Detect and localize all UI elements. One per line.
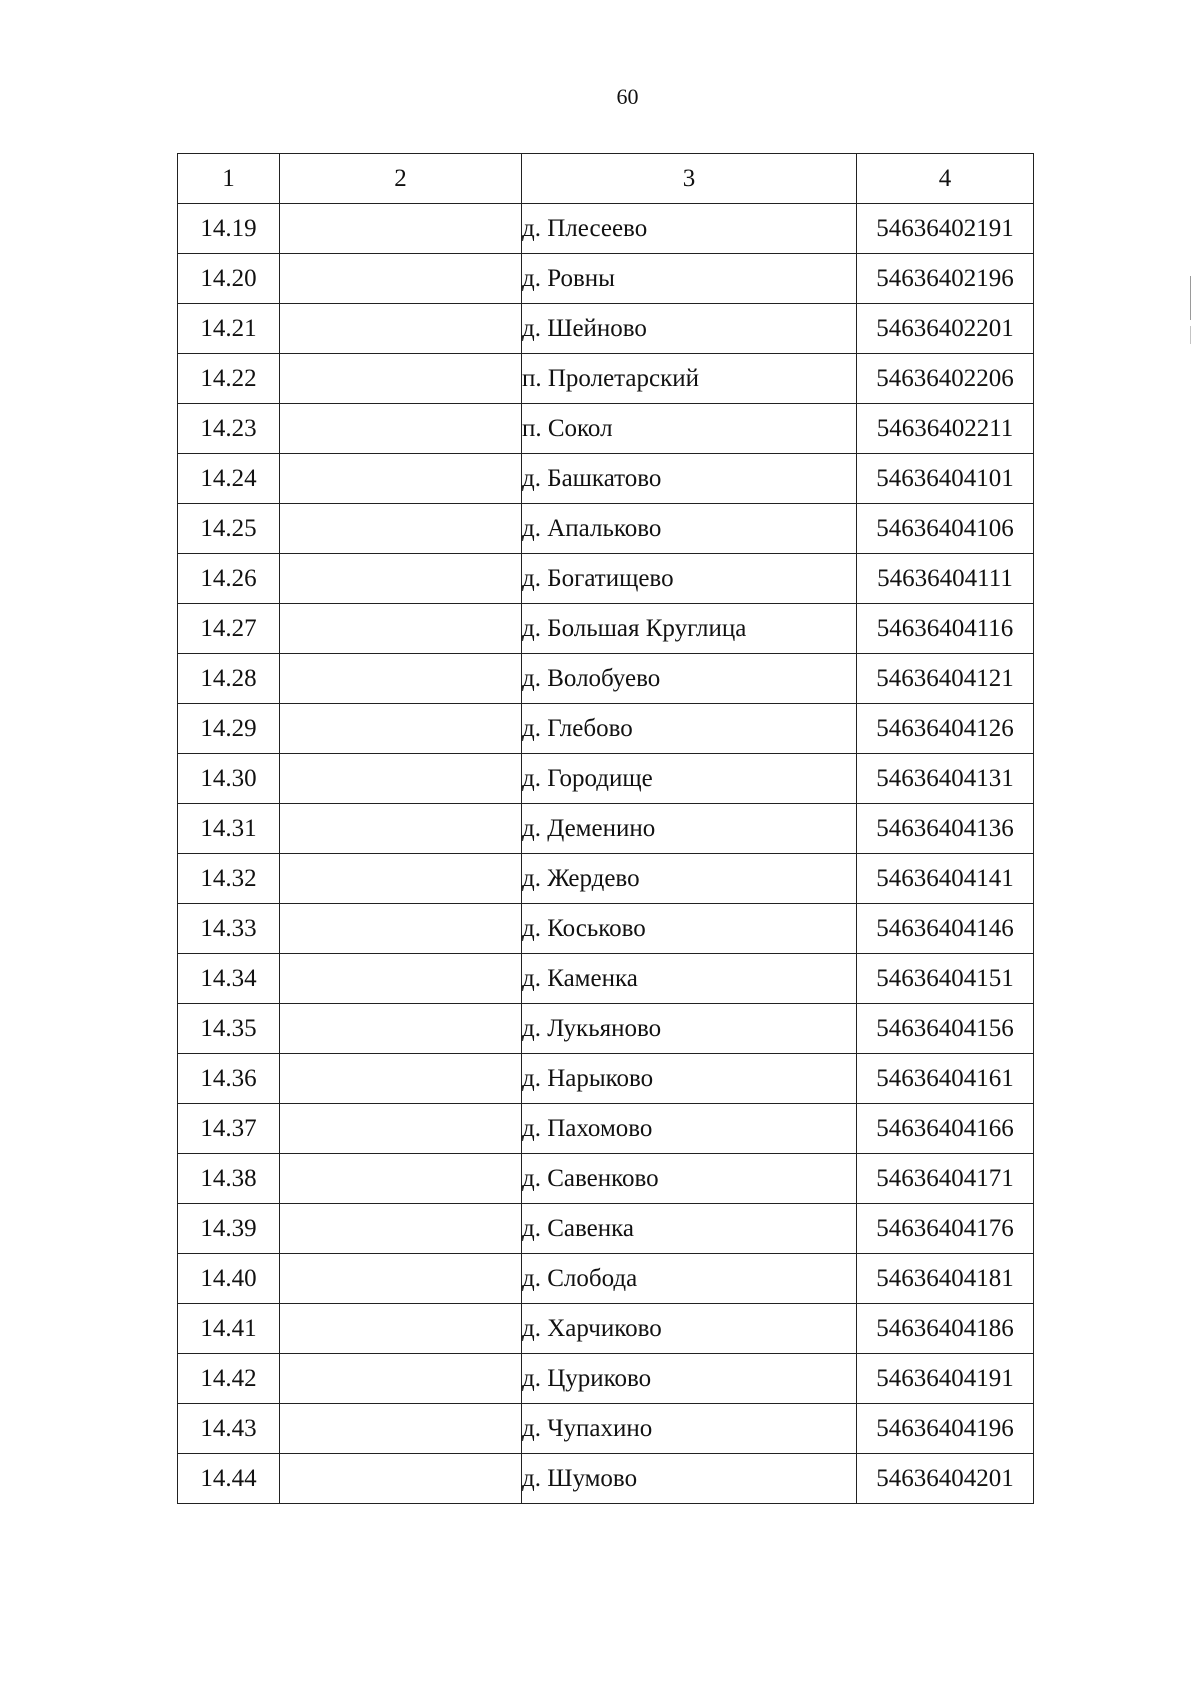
table-row bbox=[178, 1104, 1034, 1154]
settlement-name-cell: д. Цуриково bbox=[522, 1354, 857, 1404]
row-number-cell: 14.23 bbox=[178, 404, 280, 454]
column-2-cell bbox=[280, 1404, 522, 1454]
row-number-cell: 14.25 bbox=[178, 504, 280, 554]
row-number-cell: 14.20 bbox=[178, 254, 280, 304]
table-row bbox=[178, 404, 1034, 454]
column-2-cell bbox=[280, 504, 522, 554]
table-row bbox=[178, 804, 1034, 854]
oktmo-code-cell: 54636404156 bbox=[857, 1004, 1034, 1054]
row-number-cell: 14.19 bbox=[178, 204, 280, 254]
column-2-cell bbox=[280, 804, 522, 854]
column-2-cell bbox=[280, 854, 522, 904]
row-number-cell: 14.40 bbox=[178, 1254, 280, 1304]
header-cell-4: 4 bbox=[857, 154, 1034, 204]
row-number-cell: 14.33 bbox=[178, 904, 280, 954]
settlements-table bbox=[177, 153, 1034, 1504]
column-2-cell bbox=[280, 404, 522, 454]
settlement-name-cell: д. Апальково bbox=[522, 504, 857, 554]
column-2-cell bbox=[280, 554, 522, 604]
column-2-cell bbox=[280, 1354, 522, 1404]
row-number-cell: 14.30 bbox=[178, 754, 280, 804]
row-number-cell: 14.34 bbox=[178, 954, 280, 1004]
oktmo-code-cell: 54636404166 bbox=[857, 1104, 1034, 1154]
row-number-cell: 14.22 bbox=[178, 354, 280, 404]
table-row bbox=[178, 504, 1034, 554]
column-2-cell bbox=[280, 254, 522, 304]
settlement-name-cell: д. Богатищево bbox=[522, 554, 857, 604]
oktmo-code-cell: 54636404116 bbox=[857, 604, 1034, 654]
table-row bbox=[178, 554, 1034, 604]
oktmo-code-cell: 54636404176 bbox=[857, 1204, 1034, 1254]
oktmo-code-cell: 54636404181 bbox=[857, 1254, 1034, 1304]
settlement-name-cell: д. Харчиково bbox=[522, 1304, 857, 1354]
oktmo-code-cell: 54636404131 bbox=[857, 754, 1034, 804]
oktmo-code-cell: 54636404111 bbox=[857, 554, 1034, 604]
settlement-name-cell: д. Волобуево bbox=[522, 654, 857, 704]
oktmo-code-cell: 54636404126 bbox=[857, 704, 1034, 754]
column-2-cell bbox=[280, 904, 522, 954]
row-number-cell: 14.41 bbox=[178, 1304, 280, 1354]
table-row bbox=[178, 254, 1034, 304]
column-2-cell bbox=[280, 1204, 522, 1254]
table-row bbox=[178, 1254, 1034, 1304]
oktmo-code-cell: 54636404136 bbox=[857, 804, 1034, 854]
row-number-cell: 14.27 bbox=[178, 604, 280, 654]
scan-artifact bbox=[1190, 276, 1191, 320]
oktmo-code-cell: 54636404121 bbox=[857, 654, 1034, 704]
row-number-cell: 14.31 bbox=[178, 804, 280, 854]
column-2-cell bbox=[280, 354, 522, 404]
table-row bbox=[178, 954, 1034, 1004]
row-number-cell: 14.44 bbox=[178, 1454, 280, 1504]
table-row bbox=[178, 604, 1034, 654]
row-number-cell: 14.32 bbox=[178, 854, 280, 904]
settlement-name-cell: д. Чупахино bbox=[522, 1404, 857, 1454]
header-cell-2: 2 bbox=[280, 154, 522, 204]
settlement-name-cell: д. Пахомово bbox=[522, 1104, 857, 1154]
header-cell-3: 3 bbox=[522, 154, 857, 204]
oktmo-code-cell: 54636404151 bbox=[857, 954, 1034, 1004]
oktmo-code-cell: 54636402201 bbox=[857, 304, 1034, 354]
settlement-name-cell: д. Лукьяново bbox=[522, 1004, 857, 1054]
column-2-cell bbox=[280, 654, 522, 704]
settlement-name-cell: д. Большая Круглица bbox=[522, 604, 857, 654]
row-number-cell: 14.21 bbox=[178, 304, 280, 354]
settlement-name-cell: п. Сокол bbox=[522, 404, 857, 454]
settlement-name-cell: д. Городище bbox=[522, 754, 857, 804]
column-2-cell bbox=[280, 1454, 522, 1504]
column-2-cell bbox=[280, 604, 522, 654]
oktmo-code-cell: 54636404106 bbox=[857, 504, 1034, 554]
settlement-name-cell: д. Жердево bbox=[522, 854, 857, 904]
row-number-cell: 14.35 bbox=[178, 1004, 280, 1054]
row-number-cell: 14.36 bbox=[178, 1054, 280, 1104]
row-number-cell: 14.28 bbox=[178, 654, 280, 704]
column-2-cell bbox=[280, 304, 522, 354]
column-2-cell bbox=[280, 1104, 522, 1154]
row-number-cell: 14.42 bbox=[178, 1354, 280, 1404]
row-number-cell: 14.39 bbox=[178, 1204, 280, 1254]
settlement-name-cell: д. Башкатово bbox=[522, 454, 857, 504]
settlement-name-cell: д. Коськово bbox=[522, 904, 857, 954]
column-2-cell bbox=[280, 1054, 522, 1104]
row-number-cell: 14.43 bbox=[178, 1404, 280, 1454]
oktmo-code-cell: 54636404201 bbox=[857, 1454, 1034, 1504]
settlement-name-cell: д. Плесеево bbox=[522, 204, 857, 254]
table-row bbox=[178, 1004, 1034, 1054]
scan-artifact bbox=[1190, 326, 1191, 344]
table-row bbox=[178, 1354, 1034, 1404]
row-number-cell: 14.37 bbox=[178, 1104, 280, 1154]
row-number-cell: 14.38 bbox=[178, 1154, 280, 1204]
table-row bbox=[178, 204, 1034, 254]
settlement-name-cell: д. Савенка bbox=[522, 1204, 857, 1254]
oktmo-code-cell: 54636402196 bbox=[857, 254, 1034, 304]
settlement-name-cell: д. Шумово bbox=[522, 1454, 857, 1504]
column-2-cell bbox=[280, 1304, 522, 1354]
row-number-cell: 14.24 bbox=[178, 454, 280, 504]
table-row bbox=[178, 704, 1034, 754]
column-2-cell bbox=[280, 1154, 522, 1204]
row-number-cell: 14.29 bbox=[178, 704, 280, 754]
header-cell-1: 1 bbox=[178, 154, 280, 204]
table-row bbox=[178, 354, 1034, 404]
settlement-name-cell: д. Каменка bbox=[522, 954, 857, 1004]
column-2-cell bbox=[280, 204, 522, 254]
table-row bbox=[178, 454, 1034, 504]
settlement-name-cell: д. Слобода bbox=[522, 1254, 857, 1304]
settlement-name-cell: п. Пролетарский bbox=[522, 354, 857, 404]
settlement-name-cell: д. Ровны bbox=[522, 254, 857, 304]
column-2-cell bbox=[280, 954, 522, 1004]
oktmo-code-cell: 54636402211 bbox=[857, 404, 1034, 454]
oktmo-code-cell: 54636404191 bbox=[857, 1354, 1034, 1404]
table-row bbox=[178, 754, 1034, 804]
settlement-name-cell: д. Шейново bbox=[522, 304, 857, 354]
table-row bbox=[178, 654, 1034, 704]
table-row bbox=[178, 904, 1034, 954]
column-2-cell bbox=[280, 754, 522, 804]
table-row bbox=[178, 1154, 1034, 1204]
table-row bbox=[178, 854, 1034, 904]
column-2-cell bbox=[280, 1004, 522, 1054]
oktmo-code-cell: 54636402191 bbox=[857, 204, 1034, 254]
page-number: 60 bbox=[616, 84, 639, 109]
oktmo-code-cell: 54636404186 bbox=[857, 1304, 1034, 1354]
table-row bbox=[178, 1204, 1034, 1254]
column-2-cell bbox=[280, 454, 522, 504]
table-row bbox=[178, 304, 1034, 354]
table-header-row bbox=[178, 154, 1034, 204]
row-number-cell: 14.26 bbox=[178, 554, 280, 604]
settlement-name-cell: д. Савенково bbox=[522, 1154, 857, 1204]
settlement-name-cell: д. Глебово bbox=[522, 704, 857, 754]
oktmo-code-cell: 54636404146 bbox=[857, 904, 1034, 954]
oktmo-code-cell: 54636404161 bbox=[857, 1054, 1034, 1104]
table-row bbox=[178, 1404, 1034, 1454]
oktmo-code-cell: 54636402206 bbox=[857, 354, 1034, 404]
settlement-name-cell: д. Деменино bbox=[522, 804, 857, 854]
oktmo-code-cell: 54636404171 bbox=[857, 1154, 1034, 1204]
table-row bbox=[178, 1454, 1034, 1504]
oktmo-code-cell: 54636404101 bbox=[857, 454, 1034, 504]
oktmo-code-cell: 54636404196 bbox=[857, 1404, 1034, 1454]
column-2-cell bbox=[280, 704, 522, 754]
column-2-cell bbox=[280, 1254, 522, 1304]
settlement-name-cell: д. Нарыково bbox=[522, 1054, 857, 1104]
oktmo-code-cell: 54636404141 bbox=[857, 854, 1034, 904]
table-row bbox=[178, 1054, 1034, 1104]
table-row bbox=[178, 1304, 1034, 1354]
